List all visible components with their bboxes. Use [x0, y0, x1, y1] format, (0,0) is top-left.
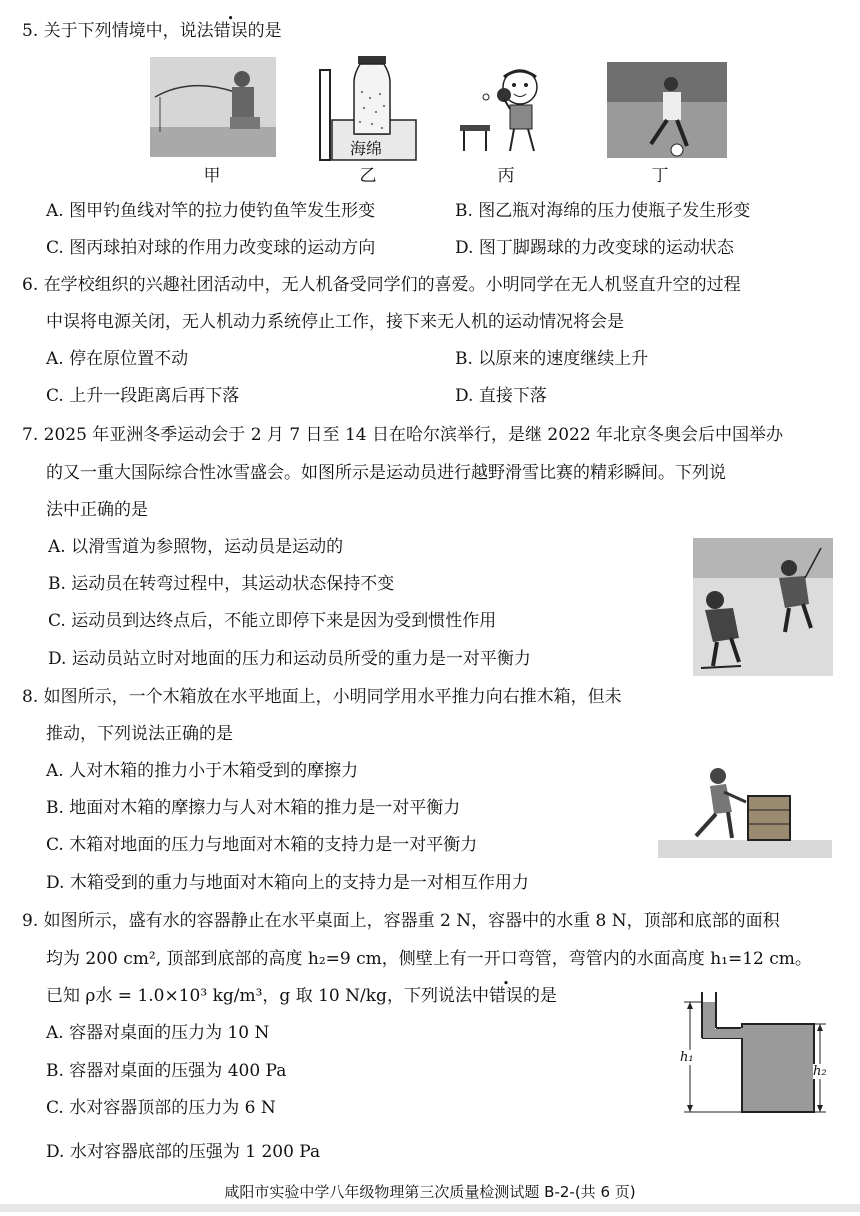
page-footer: 咸阳市实验中学八年级物理第三次质量检测试题 B-2-(共 6 页): [224, 1183, 636, 1201]
q8-stem-line-2: 推动，下列说法正确的是: [46, 724, 233, 744]
q9-emphasis: 错误: [488, 986, 523, 1006]
q6-option-b[interactable]: B. 以原来的速度继续上升: [455, 349, 649, 369]
q6-stem-line-1: 6. 在学校组织的兴趣社团活动中，无人机备受同学们的喜爱。小明同学在无人机竖直升空的过程: [22, 275, 741, 295]
q7-option-a[interactable]: A. 以滑雪道为参照物，运动员是运动的: [48, 537, 344, 557]
fishing-image: [150, 57, 276, 157]
q9-option-c[interactable]: C. 水对容器顶部的压力为 6 N: [46, 1098, 276, 1118]
q9-option-d[interactable]: D. 水对容器底部的压强为 1 200 Pa: [46, 1142, 321, 1162]
q8-option-d[interactable]: D. 木箱受到的重力与地面对木箱向上的支持力是一对相互作用力: [46, 873, 529, 893]
q5-stem-suffix: 的是: [247, 21, 282, 41]
q8-option-b[interactable]: B. 地面对木箱的摩擦力与人对木箱的推力是一对平衡力: [46, 798, 461, 818]
q8-stem-line-1: 8. 如图所示，一个木箱放在水平地面上，小明同学用水平推力向右推木箱，但未: [22, 687, 622, 707]
q9-stem-line-3-text: 已知 ρ水 = 1.0×10³ kg/m³，g 取 10 N/kg，下列说法中: [46, 986, 489, 1006]
q6-option-d[interactable]: D. 直接下落: [455, 386, 547, 406]
skiing-image: [693, 538, 833, 676]
q9-stem-line-2: 均为 200 cm², 顶部到底部的高度 h₂=9 cm，侧壁上有一开口弯管，弯管内的水面高度 h₁=12 cm。: [46, 949, 812, 969]
q6-option-c[interactable]: C. 上升一段距离后再下落: [46, 386, 240, 406]
q5-option-d[interactable]: D. 图丁脚踢球的力改变球的运动状态: [455, 238, 734, 258]
q7-option-c[interactable]: C. 运动员到达终点后，不能立即停下来是因为受到惯性作用: [48, 611, 497, 631]
caption-bing: 丙: [497, 166, 515, 186]
sponge-label: 海绵: [350, 139, 383, 158]
push-box-image: [658, 762, 832, 858]
q5-stem: [22, 20, 282, 42]
q9-stem-line-1: 9. 如图所示，盛有水的容器静止在水平桌面上，容器重 2 N，容器中的水重 8 N，顶部和底部的面积: [22, 911, 780, 931]
q7-option-d[interactable]: D. 运动员站立时对地面的压力和运动员所受的重力是一对平衡力: [48, 649, 531, 669]
container-diagram: [680, 990, 830, 1120]
q5-emphasis: 错误: [213, 21, 248, 41]
q9-stem-line-3-suffix: 的是: [522, 986, 557, 1006]
q5-stem-text: 5. 关于下列情境中，说法: [22, 21, 214, 41]
caption-yi: 乙: [359, 166, 377, 186]
q9-option-a[interactable]: A. 容器对桌面的压力为 10 N: [46, 1023, 270, 1043]
table-tennis-image: [458, 65, 566, 155]
caption-ding: 丁: [651, 166, 669, 186]
q7-stem-line-2: 的又一重大国际综合性冰雪盛会。如图所示是运动员进行越野滑雪比赛的精彩瞬间。下列说: [46, 463, 726, 483]
q5-option-c[interactable]: C. 图丙球拍对球的作用力改变球的运动方向: [46, 238, 376, 258]
q7-stem-line-3: 法中正确的是: [46, 500, 148, 520]
h2-label: h₂: [813, 1064, 827, 1079]
bottle-sponge-image: [318, 52, 420, 162]
q7-option-b[interactable]: B. 运动员在转弯过程中，其运动状态保持不变: [48, 574, 395, 594]
q6-option-a[interactable]: A. 停在原位置不动: [46, 349, 189, 369]
football-image: [607, 62, 727, 158]
caption-jia: 甲: [203, 166, 221, 186]
q9-option-b[interactable]: B. 容器对桌面的压强为 400 Pa: [46, 1061, 287, 1081]
q6-stem-line-2: 中误将电源关闭，无人机动力系统停止工作，接下来无人机的运动情况将会是: [46, 312, 624, 332]
q9-stem-line-3: [46, 985, 557, 1007]
h1-label: h₁: [680, 1050, 694, 1065]
q5-option-b[interactable]: B. 图乙瓶对海绵的压力使瓶子发生形变: [455, 201, 751, 221]
q8-option-a[interactable]: A. 人对木箱的推力小于木箱受到的摩擦力: [46, 761, 359, 781]
q7-stem-line-1: 7. 2025 年亚洲冬季运动会于 2 月 7 日至 14 日在哈尔滨举行，是继 2022 年北京冬奥会后中国举办: [22, 425, 784, 445]
q8-option-c[interactable]: C. 木箱对地面的压力与地面对木箱的支持力是一对平衡力: [46, 835, 478, 855]
q5-option-a[interactable]: A. 图甲钓鱼线对竿的拉力使钓鱼竿发生形变: [46, 201, 376, 221]
bottom-divider: [0, 1204, 860, 1212]
